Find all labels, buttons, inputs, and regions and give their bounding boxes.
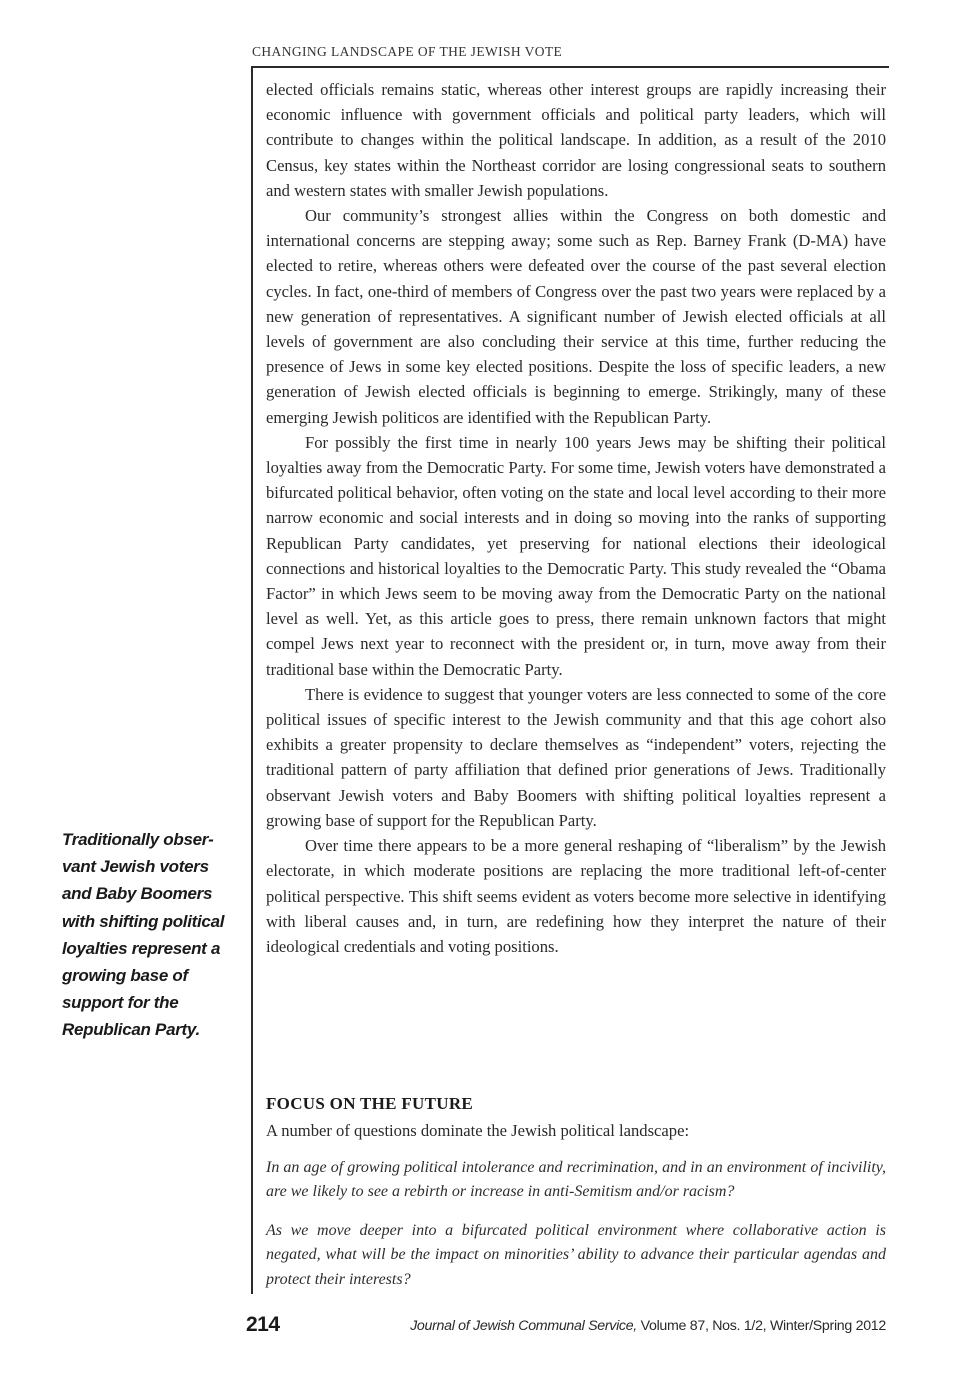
journal-issue: Volume 87, Nos. 1/2, Winter/Spring 2012: [636, 1318, 886, 1334]
paragraph: Over time there appears to be a more general reshaping of “liberalism” by the Jewish electorate, in which moderate positions are replacing the more traditional left-of-center political perspective. This shift seems evident as voters become more selective in identifying with liberal causes and, in turn, are redefining how they interpret the nature of their ideological credentials and voting positions.: [266, 836, 886, 956]
pull-quote-line: growing base of: [62, 966, 188, 986]
journal-citation: [410, 1318, 886, 1334]
pull-quote-line: loyalties represent a: [62, 938, 221, 958]
question-item: In an age of growing political intolerance and recrimination, and in an environment of incivility, are we likely to see a rebirth or increase in anti-Semitism and/or racism?: [266, 1159, 886, 1201]
article-body: [266, 77, 886, 959]
question-item: As we move deeper into a bifurcated political environment where collaborative action is negated, what will be the impact on minorities’ ability to advance their particular agendas and protect their interests?: [266, 1222, 886, 1288]
paragraph: For possibly the first time in nearly 100 years Jews may be shifting their political loyalties away from the Democratic Party. For some time, Jewish voters have demonstrated a bifurcated political behavior, often voting on the state and local level according to their more narrow economic and social interests and in doing so moving into the ranks of supporting Republican Party candidates, yet preserving for national elections their ideological connections and historical loyalties to the Democratic Party. This study revealed the “Obama Factor” in which Jews seem to be moving away from the Democratic Party on the national level as well. Yet, as this article goes to press, there remain unknown factors that might compel Jews next year to reconnect with the president or, in turn, move away from their traditional base within the Democratic Party.: [266, 432, 886, 679]
pull-quote-line: vant Jewish voters: [62, 857, 209, 877]
pull-quote-line: and Baby Boomers: [62, 884, 213, 904]
paragraph: There is evidence to suggest that younger voters are less connected to some of the core political issues of specific interest to the Jewish community and that this age cohort also exhibits a greater propensity to declare themselves as “independent” voters, rejecting the traditional pattern of party affiliation that defined prior generations of Jews. Traditionally observant Jewish voters and Baby Boomers with shifting political loyalties represent a growing base of support for the Republican Party.: [266, 684, 886, 830]
pull-quote-line: Traditionally obser-: [62, 830, 214, 849]
running-head: CHANGING LANDSCAPE OF THE JEWISH VOTE: [252, 44, 563, 59]
paragraph: elected officials remains static, whereas other interest groups are rapidly increasing their economic influence with government officials and political party leaders, which will contribute to changes within the political landscape. In addition, as a result of the 2010 Census, key states within the Northeast corridor are losing congressional seats to southern and western states with smaller Jewish populations.: [266, 80, 886, 200]
journal-title: Journal of Jewish Communal Service,: [410, 1318, 637, 1334]
pull-quote-line: Republican Party.: [62, 1020, 200, 1040]
paragraph: Our community’s strongest allies within the Congress on both domestic and international concerns are stepping away; some such as Rep. Barney Frank (D-MA) have elected to retire, whereas others were defeated over the course of the past several election cycles. In fact, one-third of members of Congress over the past two years were replaced by a new generation of representatives. A significant number of Jewish elected officials at all levels of government are also concluding their service at this time, further reducing the presence of Jews in some key elected positions. Despite the loss of specific leaders, a new generation of Jewish elected officials is beginning to emerge. Strikingly, many of these emerging Jewish politicos are identified with the Republican Party.: [266, 206, 886, 427]
left-rule: [251, 66, 253, 1294]
pull-quote-line: support for the: [62, 993, 179, 1013]
section-heading: FOCUS ON THE FUTURE: [266, 1094, 474, 1113]
page-number: 214: [246, 1313, 280, 1336]
pull-quote-line: with shifting political: [62, 911, 225, 931]
top-rule: [251, 66, 889, 68]
pull-quote: [62, 826, 242, 1044]
section-intro: A number of questions dominate the Jewish political landscape:: [266, 1121, 690, 1140]
